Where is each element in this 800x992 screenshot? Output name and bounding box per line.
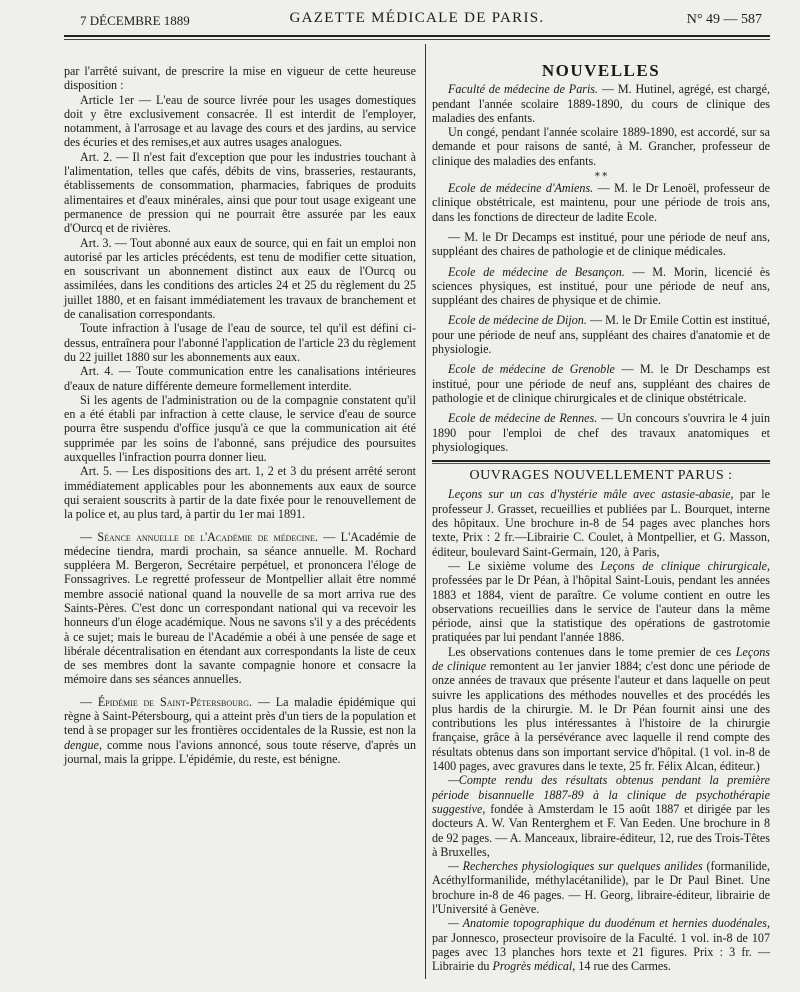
- book-amsterdam: [432, 773, 770, 859]
- news-amiens: [432, 181, 770, 224]
- news-besancon: [432, 265, 770, 308]
- section-stars: ⁎ ⁎: [594, 168, 608, 180]
- news-dijon-body: — M. le Dr Emile Cottin est institué, pour une période de neuf ans, suppléant des chaires d'anatomie et de physiologie.: [432, 313, 770, 357]
- paragraph-infraction: Toute infraction à l'usage de l'eau de source, tel qu'il est défini ci-dessus, entraînera pour l'abonné l'application de l'article 23 du règlement du 22 juillet 1880 sur les abonnements aux eaux.: [64, 321, 416, 364]
- news-rennes: [432, 411, 770, 454]
- book-pean-a: — Le sixième volume des: [448, 558, 601, 573]
- book-pean-observations: [432, 645, 770, 774]
- book-duodenum-title: — Anatomie topographique du duodénum et hernies duodénales,: [448, 916, 770, 931]
- paragraph-article-1: Article 1er — L'eau de source livrée pour les usages domestiques doit y être exclusivement consacrée. Il est interdit de l'employer, notamment, à l'arrosage et au lavage des cours et des jardins, au service des écuries et des remises,et aux autres usages analogues.: [64, 92, 416, 150]
- header-rule-thin: [64, 39, 770, 40]
- news-grenoble-body: — M. le Dr Deschamps est institué, pour une période de neuf ans, suppléant des chaires de pathologie et de clinique chirurgicales et de clinique obstétricale.: [432, 362, 771, 405]
- book-pean-obs-a: Les observations contenues dans le tome premier de ces: [448, 644, 736, 659]
- news-decamps: — M. le Dr Decamps est institué, pour une période de neuf ans, suppléant des chaires de pathologie et de clinique médicales.: [432, 229, 770, 259]
- paragraph-article-5: Art. 5. — Les dispositions des art. 1, 2 et 3 du présent arrêté seront immédiatement applicables pour les abonnements aux eaux de source qui seraient souscrits à partir de la date fixée pour le renouvellement de la police et, au plus tard, à partir du 1er mai 1891.: [64, 464, 416, 522]
- book-pean: [432, 559, 770, 645]
- right-column: [432, 61, 771, 974]
- book-pean-title: Leçons de clinique chirurgicale,: [600, 558, 770, 573]
- seance-heading: — Séance annuelle de l'Académie de médecine.: [80, 529, 318, 544]
- section-rule: [432, 460, 770, 464]
- book-amsterdam-body: fondée à Amsterdam le 15 août 1887 et dirigée par les docteurs A. W. Van Renterghem et F. Van Eeden. Une brochure in 8 de 92 pages. — A. Manceaux, libraire-éditeur, 12, rue des Trois-Têtes à Bruxelles,: [432, 801, 770, 859]
- news-besancon-body: — M. Morin, licencié ès sciences physiques, est institué, pour une période de neuf ans, suppléant des chaires de physique et de chimie.: [432, 264, 771, 308]
- paragraph-epidemie: [64, 695, 416, 766]
- book-duodenum-journal: Progrès médical: [492, 959, 573, 974]
- nouvelles-title: NOUVELLES: [541, 61, 661, 80]
- paragraph-article-4: Art. 4. — Toute communication entre les canalisations intérieures d'eaux de nature différente demeure formellement interdite.: [64, 364, 416, 393]
- header-rule: [64, 35, 770, 37]
- news-grenoble-heading: Ecole de médecine de Grenoble: [448, 362, 615, 377]
- seance-body: — L'Académie de médecine tiendra, mardi prochain, sa séance annuelle. M. Rochard suppléera M. Bergeron, Secrétaire perpétuel, et prononcera l'éloge de Fonssagrives. Le regretté professeur de Montpellier allait être nommé membre associé national quand la nouvelle de sa mort arriva rue des Saints-Pères. C'est donc un correspondant national qui va recevoir les honneurs d'un éloge académique. Nous ne savons s'il y a des précédents à ce sujet; mais le bureau de l'Académie a obéi à une pensée de sage et libérale décentralisation en étendant aux correspondants la liste de ceux de ses membres dont la savante compagnie honore et consacre la mémoire dans ses séances annuelles.: [64, 529, 416, 687]
- book-anilides-body: (formanilide, Acéthylformanilide, méthylacétanilide), par le Dr Paul Binet. Une brochure in-8 de 46 pages. — H. Georg, libraire-éditeur, librairie de l'Université à Genève.: [432, 859, 770, 917]
- book-duodenum-end: , 14 rue des Carmes.: [572, 959, 672, 974]
- header-date: 7 DÉCEMBRE 1889: [80, 13, 190, 28]
- book-anilides: [432, 859, 770, 916]
- epidemie-dengue: dengue: [64, 737, 99, 752]
- left-column: [64, 64, 416, 766]
- epidemie-heading: — Épidémie de Saint-Pétersbourg.: [80, 694, 253, 709]
- book-duodenum: [432, 916, 770, 973]
- header-title: GAZETTE MÉDICALE DE PARIS.: [289, 10, 545, 26]
- paragraph-article-2: Art. 2. — Il n'est fait d'exception que pour les industries touchant à l'alimentation, telles que cafés, débits de vins, brasseries, restaurants, établissements de consommation, pharmacies, fabriques de produits alimentaires et d'eaux minérales, ainsi que pour tout usage exigeant une permanence de pression qui ne pourrait être assurée par les eaux d'Ourcq et de rivières.: [64, 149, 416, 236]
- book-pean-obs-b: remontent au 1er janvier 1884; c'est donc une période de onze années de travaux que présente l'auteur et dans laquelle on peut suivre les applications des méthodes nouvelles et des procédés les plus hardis de la chirurgie. M. le Dr Péan fournit ainsi une des contributions les plus intéressantes à l'histoire de la chirurgie française, grâce à la persévérance avec laquelle il rend compte des résultats obtenus dans son important service d'hôpital. (1 vol. in-8 de 1400 pages, avec gravures dans le texte, 25 fr. Félix Alcan, éditeur.): [432, 658, 771, 774]
- news-amiens-body: — M. le Dr Lenoël, professeur de clinique obstétricale, est maintenu, pour une période de trois ans, dans les fonctions de directeur de ladite Ecole.: [432, 181, 770, 224]
- news-rennes-heading: Ecole de médecine de Rennes.: [448, 411, 598, 426]
- book-grasset-title: Leçons sur un cas d'hystérie mâle avec astasie-abasie,: [448, 487, 734, 502]
- book-anilides-title: — Recherches physiologiques sur quelques anilides: [448, 859, 703, 874]
- news-besancon-heading: Ecole de médecine de Besançon.: [448, 264, 625, 279]
- header-page-number: N° 49 — 587: [686, 12, 762, 27]
- column-divider: [425, 44, 426, 979]
- ouvrages-title: OUVRAGES NOUVELLEMENT PARUS :: [469, 468, 733, 484]
- book-grasset: [432, 487, 770, 558]
- news-faculte-paris-body: — M. Hutinel, agrégé, est chargé, pendant l'année scolaire 1889-1890, du cours de clinique des maladies des enfants.: [432, 82, 770, 125]
- news-grenoble: [432, 362, 770, 405]
- news-conge: Un congé, pendant l'année scolaire 1889-1890, est accordé, sur sa demande et pour raisons de santé, à M. Grancher, professeur de clinique des maladies des enfants.: [432, 125, 770, 168]
- paragraph-seance-academie: [64, 530, 416, 687]
- news-dijon-heading: Ecole de médecine de Dijon.: [448, 313, 587, 328]
- book-amsterdam-title: —Compte rendu des résultats obtenus pendant la première période bisannuelle 1887-89 à la clinique de psychothérapie suggestive,: [432, 773, 770, 816]
- news-faculte-paris-heading: Faculté de médecine de Paris.: [448, 82, 599, 97]
- news-rennes-body: — Un concours s'ouvrira le 4 juin 1890 pour l'emploi de chef des travaux anatomiques et physiologiques.: [432, 411, 771, 454]
- paragraph-agents: Si les agents de l'administration ou de la compagnie constatent qu'il en a été établi par infraction à cette clause, le service d'eau de source pourra être suspendu d'office jusqu'à ce que la communication ait été supprimée par les soins de l'abonné, sans préjudice des poursuites auxquelles l'infraction pourra donner lieu.: [64, 392, 416, 465]
- paragraph-article-3: Art. 3. — Tout abonné aux eaux de source, qui en fait un emploi non autorisé par les articles précédents, est tenu de modifier cette situation, en souscrivant un abonnement distinct aux eaux de l'Ourcq ou assimilées, dans les conditions des articles 24 et 25 du règlement du 25 juillet 1880, et en faisant immédiatement les travaux de branchement et de canalisation correspondants.: [64, 235, 416, 322]
- epidemie-body-1: — La maladie épidémique qui règne à Saint-Pétersbourg, qui a atteint près d'un tiers de la population et tend à se propager sur les frontières occidentales de la Russie, est non la: [64, 694, 416, 738]
- book-duodenum-body: par Jonnesco, prosecteur provisoire de la Faculté. 1 vol. in-8 de 107 pages avec 13 planches hors texte et 21 figures. Prix : 3 fr. — Librairie du: [432, 930, 770, 974]
- news-faculte-paris: [432, 82, 770, 125]
- book-pean-b: professées par le Dr Péan, à l'hôpital Saint-Louis, pendant les années 1883 et 1884, vient de paraître. Ce volume contient en outre les observations recueillies dans le service de l'auteur dans la même période, ainsi que la statistique des opérations de gastrotomie pratiquées par lui pendant l'année 1886.: [432, 573, 770, 645]
- news-amiens-heading: Ecole de médecine d'Amiens.: [448, 181, 594, 196]
- epidemie-body-2: , comme nous l'avions annoncé, sous toute réserve, d'après un journal, mais la grippe. L'épidémie, du reste, est bénigne.: [64, 737, 416, 766]
- page-header: [66, 10, 768, 30]
- book-pean-obs-title: Leçons de clinique: [432, 644, 770, 673]
- book-grasset-body: par le professeur J. Grasset, recueillies et publiées par L. Bourquet, interne des hôpitaux. Une brochure in-8 de 54 pages avec planches hors texte, Prix : 2 fr.—Librairie C. Coulet, à Montpellier, et G. Masson, éditeur, boulevard Saint-Germain, 120, à Paris,: [432, 487, 770, 559]
- paragraph-intro: par l'arrêté suivant, de prescrire la mise en vigueur de cette heureuse disposition :: [64, 64, 416, 93]
- news-dijon: [432, 313, 770, 356]
